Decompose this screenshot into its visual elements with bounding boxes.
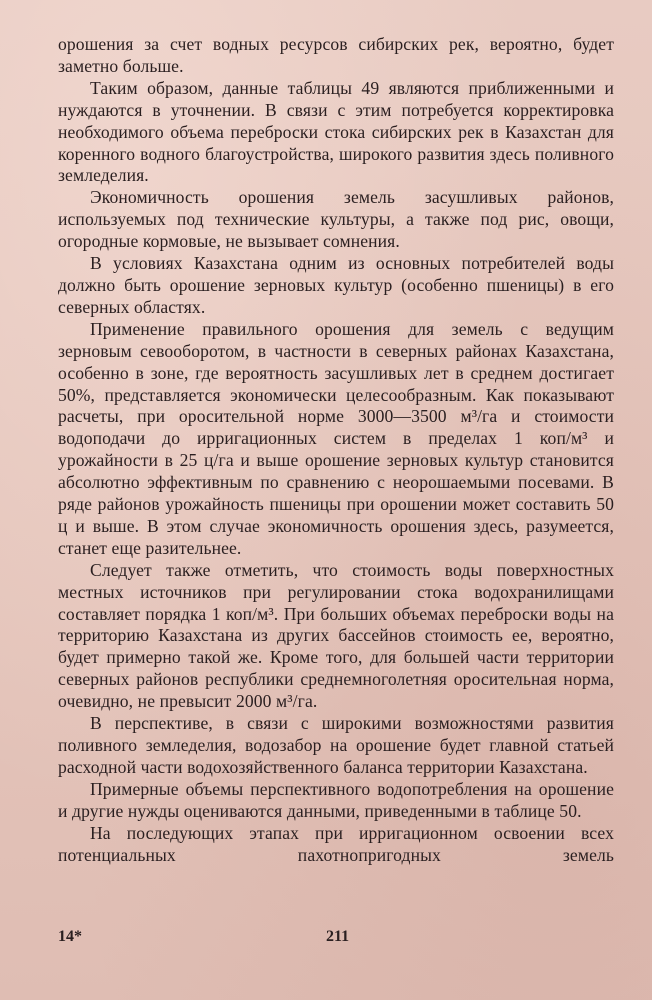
signature-mark: 14* (58, 928, 82, 945)
paragraph-next-stages: На последующих этапах при ирригационном освоении всех потенциальных пахотнопригодных земель (58, 822, 614, 865)
paragraph-table-49: Таким образом, данные таблицы 49 являются приближенными и нуждаются в уточнении. В связи с этим потребуется корректировка необходимого объема переброски стока сибирских рек в Казахстан для коренного водного благоустройства, широкого развития здесь поливного земледелия. (58, 77, 614, 186)
paragraph-water-cost: Следует также отметить, что стоимость воды поверхностных местных источников при регулировании стока водохранилищами составляет порядка 1 коп/м³. При больших объемах переброски воды на территорию Казахстана из других бассейнов стоимость ее, вероятно, будет примерно такой же. Кроме того, для большей части территории северных районов республики среднемноголетняя оросительная норма, очевидно, не превысит 2000 м³/га. (58, 559, 614, 712)
page-footer (58, 928, 614, 952)
paragraph-crop-rotation: Применение правильного орошения для земель с ведущим зерновым севооборотом, в частности в северных районах Казахстана, особенно в зоне, где вероятность засушливых лет в среднем достигает 50%, представляется экономически целесообразным. Как показывают расчеты, при оросительной норме 3000—3500 м³/га и стоимости водоподачи до ирригационных систем в пределах 1 коп/м³ и урожайности в 25 ц/га и выше орошение зерновых культур становится абсолютно эффективным по сравнению с неорошаемыми посевами. В ряде районов урожайность пшеницы при орошении может составить 50 ц и выше. В этом случае экономичность орошения здесь, разумеется, станет еще разительнее. (58, 318, 614, 558)
paragraph-table-50: Примерные объемы перспективного водопотребления на орошение и другие нужды оцениваются данными, приведенными в таблице 50. (58, 778, 614, 821)
page-number: 211 (326, 928, 350, 945)
paragraph-continuation: орошения за счет водных ресурсов сибирских рек, вероятно, будет заметно больше. (58, 34, 614, 76)
paragraph-grain-irrigation: В условиях Казахстана одним из основных потребителей воды должно быть орошение зерновых культур (особенно пшеницы) в его северных областях. (58, 253, 614, 317)
page-body (58, 34, 614, 866)
paragraph-economy: Экономичность орошения земель засушливых районов, используемых под технические культуры, а также под рис, овощи, огородные кормовые, не вызывает сомнения. (58, 187, 614, 252)
paragraph-perspective: В перспективе, в связи с широкими возможностями развития поливного земледелия, водозабор на орошение будет главной статьей расходной части водохозяйственного баланса территории Казахстана. (58, 713, 614, 777)
